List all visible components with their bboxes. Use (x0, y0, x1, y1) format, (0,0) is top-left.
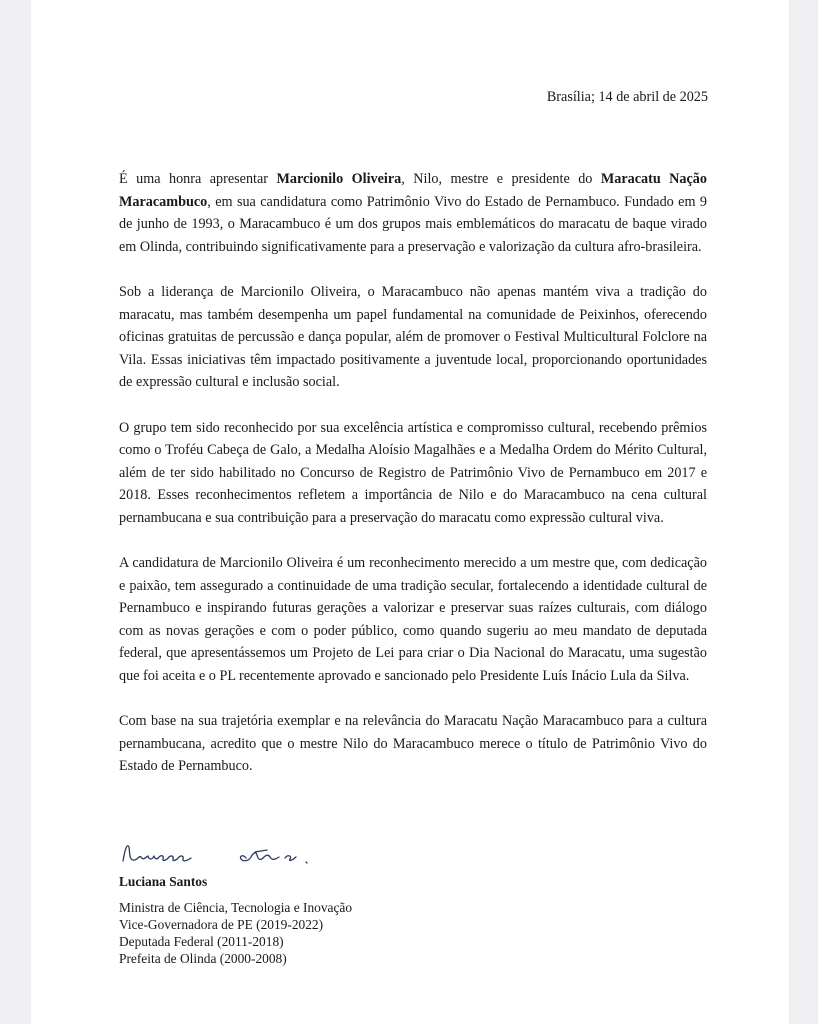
letter-page (31, 0, 789, 1024)
handwritten-signature (121, 837, 321, 871)
signer-role: Prefeita de Olinda (2000-2008) (119, 951, 287, 966)
honoree-name: Marcionilo Oliveira (276, 171, 402, 187)
signer-role: Vice-Governadora de PE (2019-2022) (119, 917, 324, 932)
letter-date: Brasília; 14 de abril de 2025 (546, 89, 708, 105)
group-name: Maracatu Nação Maracambuco (119, 171, 707, 210)
signer-role: Deputada Federal (2011-2018) (119, 934, 284, 949)
paragraph-2: Sob a liderança de Marcionilo Oliveira, o Maracambuco não apenas mantém viva a tradição do maracatu, mas também desempenha um papel fundamental na comunidade de Peixinhos, oferecendo oficinas gratuitas de percussão e dança popular, além de promover o Festival Multicultural Folclore na Vila. Essas iniciativas têm impactado positivamente a juventude local, proporcionando oportunidades de expressão cultural e inclusão social. (119, 283, 707, 391)
letter-body (119, 168, 707, 801)
signer-role: Ministra de Ciência, Tecnologia e Inovação (119, 900, 353, 915)
paragraph-3: O grupo tem sido reconhecido por sua excelência artística e compromisso cultural, recebendo prêmios como o Troféu Cabeça de Galo, a Medalha Aloísio Magalhães e a Medalha Ordem do Mérito Cultural, além de ter sido habilitado no Concurso de Registro de Patrimônio Vivo de Pernambuco em 2017 e 2018. Esses reconhecimentos refletem a importância de Nilo e do Maracambuco na cena cultural pernambucana e sua contribuição para a preservação do maracatu como expressão cultural viva. (119, 419, 707, 526)
paragraph-4: A candidatura de Marcionilo Oliveira é um reconhecimento merecido a um mestre que, com dedicação e paixão, tem assegurado a continuidade de uma tradição secular, fortalecendo a identidade cultural de Pernambuco e inspirando futuras gerações a valorizar e preservar suas raízes culturais, com diálogo com as novas gerações e com o poder público, como quando sugeriu ao meu mandato de deputada federal, que apresentássemos um Projeto de Lei para criar o Dia Nacional do Maracatu, uma sugestão que foi aceita e o PL recentemente aprovado e sancionado pelo Presidente Luís Inácio Lula da Silva. (119, 555, 707, 685)
paragraph-1: É uma honra apresentar Marcionilo Oliveira, Nilo, mestre e presidente do Maracatu Nação Maracambuco, em sua candidatura como Patrimônio Vivo do Estado de Pernambuco. Fundado em 9 de junho de 1993, o Maracambuco é um dos grupos mais emblemáticos do maracatu de baque virado em Olinda, contribuindo significativamente para a preservação e valorização da cultura afro-brasileira. (119, 171, 707, 255)
signer-block (119, 873, 352, 967)
signer-name: Luciana Santos (119, 874, 208, 889)
paragraph-5: Com base na sua trajetória exemplar e na relevância do Maracatu Nação Maracambuco para a cultura pernambucana, acredito que o mestre Nilo do Maracambuco merece o título de Patrimônio Vivo do Estado de Pernambuco. (119, 713, 707, 775)
